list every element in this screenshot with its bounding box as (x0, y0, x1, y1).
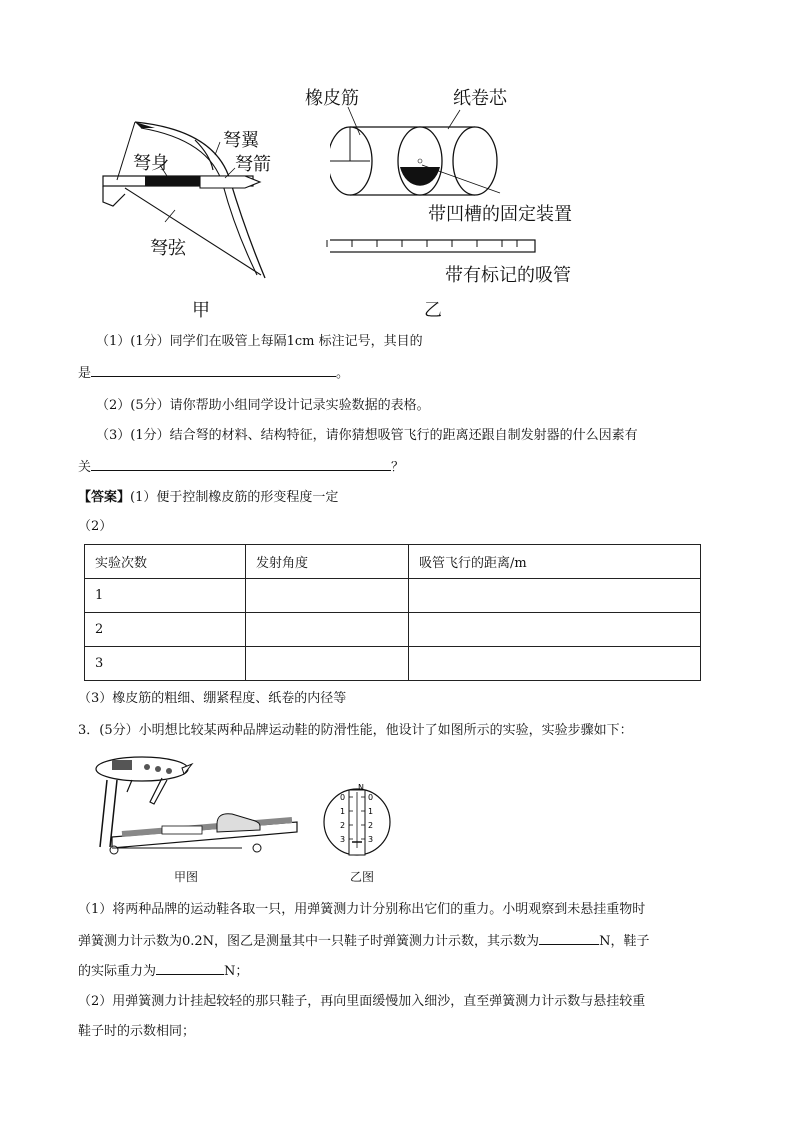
answer-line1 (78, 488, 338, 508)
s1-reading-blank[interactable] (539, 930, 599, 945)
s1-weight-blank[interactable] (156, 960, 224, 975)
q1-prefix: 是 (78, 366, 92, 381)
table-cell[interactable] (409, 579, 701, 613)
table-row (85, 579, 701, 613)
s1-line3-b: N； (224, 964, 249, 979)
crossbow-figure (95, 110, 295, 285)
label-straw: 带有标记的吸管 (445, 265, 571, 286)
table-row (85, 613, 701, 647)
scale-tick: 1 (340, 807, 346, 816)
table-cell: 3 (85, 647, 246, 681)
label-arrow: 弩箭 (235, 154, 271, 175)
data-table (84, 544, 701, 681)
caption-fig-jia: 甲图 (174, 870, 199, 884)
scale-tick: 3 (340, 835, 346, 844)
table-header-cell: 实验次数 (85, 545, 246, 579)
table-row (85, 647, 701, 681)
table-header-cell: 发射角度 (246, 545, 409, 579)
label-wing: 弩翼 (223, 130, 259, 151)
table-header-cell: 吸管飞行的距离/m (409, 545, 701, 579)
scale-tick: 2 (340, 821, 346, 830)
answer-a3: （3）橡皮筋的粗细、绷紧程度、纸卷的内径等 (78, 691, 347, 706)
caption-yi: 乙 (424, 300, 442, 321)
label-fixture: 带凹槽的固定装置 (428, 204, 572, 225)
caption-jia: 甲 (192, 300, 210, 321)
s1-line3 (78, 960, 248, 982)
table-cell: 1 (85, 579, 246, 613)
s2-line1: （2）用弹簧测力计挂起较轻的那只鞋子，再向里面缓慢加入细沙，直至弹簧测力计示数与悬挂较重 (78, 994, 646, 1009)
q1-line2 (78, 362, 349, 384)
answer-a1: (1）便于控制橡皮筋的形变程度一定 (130, 490, 339, 505)
s1-line3-a: 的实际重力为 (78, 964, 157, 979)
q3-line1: （3）(1分）结合弩的材料、结构特征，请你猜想吸管飞行的距离还跟自制发射器的什么因素有 (96, 428, 638, 443)
label-string: 弩弦 (150, 238, 186, 259)
table-header-row (85, 545, 701, 579)
problem3-stem: 3．(5分）小明想比较某两种品牌运动鞋的防滑性能，他设计了如图所示的实验，实验步骤如下： (78, 723, 633, 738)
q1-line1: （1）(1分）同学们在吸管上每隔1cm 标注记号，其目的 (96, 334, 423, 349)
q1-suffix: 。 (336, 366, 350, 381)
table-cell[interactable] (246, 613, 409, 647)
s1-line2-b: N，鞋子 (599, 934, 650, 949)
answer-a2: （2） (78, 519, 113, 534)
scale-unit: N (358, 783, 364, 792)
table-cell[interactable] (409, 613, 701, 647)
scale-tick: 2 (368, 821, 374, 830)
scale-tick: 1 (368, 807, 374, 816)
s1-line2 (78, 930, 649, 952)
q2-line: （2）(5分）请你帮助小组同学设计记录实验数据的表格。 (96, 398, 430, 413)
label-core: 纸卷芯 (453, 88, 507, 109)
treadmill-figure (92, 752, 307, 862)
answer-tag: 【答案】 (78, 490, 131, 505)
scale-tick: 3 (368, 835, 374, 844)
q1-answer-blank[interactable] (91, 362, 336, 377)
q3-suffix: ？ (391, 460, 405, 475)
scale-tick: 0 (368, 793, 374, 802)
label-body: 弩身 (133, 153, 169, 174)
table-cell: 2 (85, 613, 246, 647)
label-rubber: 橡皮筋 (305, 88, 359, 109)
table-cell[interactable] (409, 647, 701, 681)
s2-line2: 鞋子时的示数相同； (78, 1024, 196, 1039)
q3-prefix: 关 (78, 460, 92, 475)
q3-answer-blank[interactable] (91, 456, 391, 471)
scale-tick: 0 (340, 793, 346, 802)
s1-line2-a: 弹簧测力计示数为0.2N，图乙是测量其中一只鞋子时弹簧测力计示数，其示数为 (78, 934, 540, 949)
q3-line2 (78, 456, 404, 478)
s1-line1: （1）将两种品牌的运动鞋各取一只，用弹簧测力计分别称出它们的重力。小明观察到未悬挂重物时 (78, 902, 646, 917)
table-cell[interactable] (246, 579, 409, 613)
table-cell[interactable] (246, 647, 409, 681)
spring-scale-figure (322, 782, 392, 862)
caption-fig-yi: 乙图 (350, 870, 375, 884)
straw-marks (302, 240, 537, 254)
